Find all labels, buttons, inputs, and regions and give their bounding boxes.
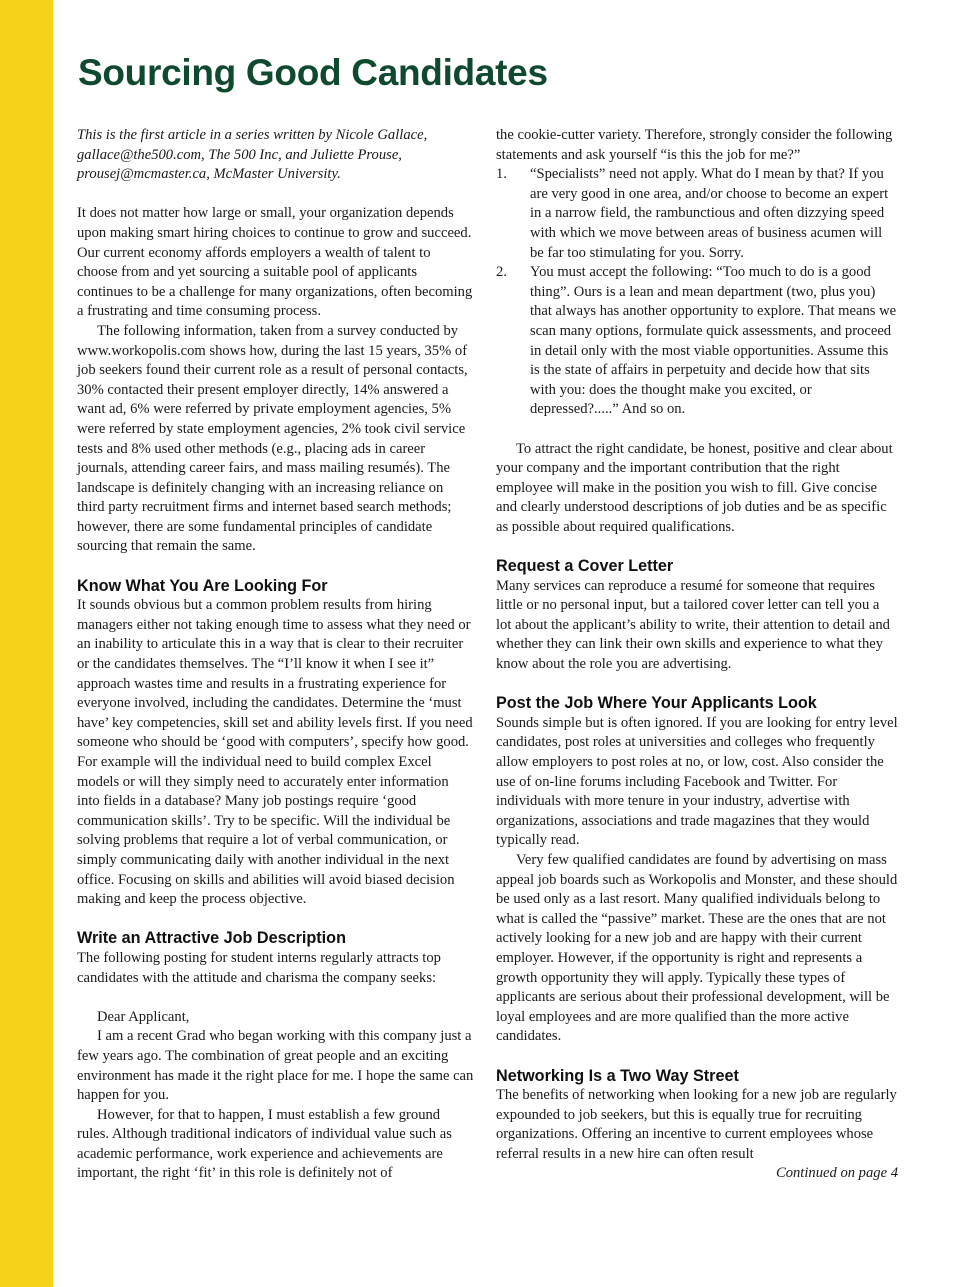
networking-paragraph: The benefits of networking when looking for a new job are regularly expounded to job seekers, but this is equally true for recruiting organizations. Offering an incentive to current employees whose referral results in a new hire can often result	[496, 1087, 897, 1162]
heading-networking: Networking Is a Two Way Street	[496, 1066, 739, 1085]
letter-continuation: the cookie-cutter variety. Therefore, strongly consider the following statements and ask yourself “is this the job for me?”	[496, 127, 893, 163]
page-title: Sourcing Good Candidates	[78, 52, 548, 93]
list-number: 1.	[496, 166, 507, 183]
post-paragraph-1: Sounds simple but is often ignored. If you are looking for entry level candidates, post roles at universities and colleges who frequently allow employers to post roles at no, or low, cost. Also consider the use of on-line forums including Facebook and Twitter. For individuals with more tenure in your industry, advertise with organizations, associations and trade magazines that they would typically read.	[496, 714, 898, 849]
author-intro: This is the first article in a series written by Nicole Gallace, gallace@the500.com, The 500 Inc, and Juliette Prouse, prousej@mcmaster.ca, McMaster University.	[77, 127, 428, 183]
letter-paragraph-2: However, for that to happen, I must establish a few ground rules. Although traditional indicators of individual value such as academic performance, work experience and achievements are important, the right ‘fit’ in this role is definitely not of	[77, 1106, 452, 1182]
cover-paragraph: Many services can reproduce a resumé for someone that requires little or no personal input, but a tailored cover letter can tell you a lot about the applicant’s ability to write, their attention to detail and whether they can link their own skills and experience to what they know about the role you are advertising.	[496, 577, 890, 673]
yellow-margin-stripe	[0, 0, 53, 1287]
heading-know-what-you-are-looking-for: Know What You Are Looking For	[77, 576, 328, 595]
letter-salutation: Dear Applicant,	[97, 1008, 190, 1025]
heading-write-job-description: Write an Attractive Job Description	[77, 929, 346, 948]
heading-post-the-job: Post the Job Where Your Applicants Look	[496, 694, 817, 713]
letter-paragraph-1: I am a recent Grad who began working with this company just a few years ago. The combination of great people and an exciting environment has made it the right place for me. I hope the same can happen for you.	[77, 1028, 474, 1104]
know-paragraph: It sounds obvious but a common problem results from hiring managers either not taking enough time to assess what they need or an inability to articulate this in a way that is clear to their recruiter or the candidates themselves. The “I’ll know it when I see it” approach wastes time and results in a frustrating experience for everyone involved, including the candidates. Determine the ‘must have’ key competencies, skill set and ability levels first. If you need someone who should be ‘good with computers’, specify how good. For example will the individual need to build complex Excel models or will they simply need to accurately enter information into fields in a database? Many job postings require ‘good communication skills’. Try to be specific. Will the individual be solving problems that require a lot of verbal communication, or simply communicating daily with another individual in the next office. Focusing on skills and abilities will avoid biased decision making and keep the process objective.	[77, 597, 473, 908]
write-paragraph: The following posting for student interns regularly attracts top candidates with the attitude and charisma the company seeks:	[77, 949, 441, 986]
list-item	[496, 165, 898, 263]
attract-paragraph: To attract the right candidate, be honest, positive and clear about your company and the important contribution that the right employee will make in the position you wish to fill. Give concise and clearly understood descriptions of job duties and be as specific as possible about required qualifications.	[496, 440, 893, 535]
continued-note: Continued on page 4	[775, 1165, 898, 1182]
list-text: “Specialists” need not apply. What do I mean by that? If you are very good in one area, and/or choose to become an expert in a narrow field, the rambunctious and often dizzying speed with which we move between areas of business acumen will be far too stimulating for you. Sorry.	[530, 166, 889, 261]
survey-paragraph: The following information, taken from a survey conducted by www.workopolis.com shows how, during the last 15 years, 35% of job seekers found their current role as a result of personal contacts, 30% contacted their present employer directly, 14% answered a want ad, 6% were referred by private employment agencies, 5% were referred by state employment agencies, 2% took civil service tests and 8% used other methods (e.g., placing ads in career journals, attending career fairs, and mass mailing resumés). The landscape is definitely changing with an increasing reliance on third party recruitment firms and internet based search methods; however, there are some fundamental principles of candidate sourcing that remain the same.	[77, 322, 468, 555]
list-number: 2.	[496, 264, 507, 281]
left-column	[77, 126, 474, 1184]
heading-request-cover-letter: Request a Cover Letter	[496, 557, 674, 576]
right-column	[496, 126, 898, 1184]
intro-paragraph: It does not matter how large or small, your organization depends upon making smart hiring choices to continue to grow and succeed. Our current economy affords employers a wealth of talent to choose from and yet sourcing a suitable pool of applicants continues to be a challenge for many organizations, often becoming a frustrating and time consuming process.	[77, 205, 473, 320]
letter-list	[496, 165, 898, 420]
list-text: You must accept the following: “Too much to do is a good thing”. Ours is a lean and mean department (two, plus you) that always has another opportunity to explore. That means we scan many options, formulate quick assessments, and proceed in detail only with the most viable opportunities. Assume this is the state of affairs in perpetuity and decide how that sits with you: does the thought make you excited, or depressed?.....” And so on.	[530, 264, 897, 418]
post-paragraph-2: Very few qualified candidates are found by advertising on mass appeal job boards such as Workopolis and Monster, and these should be used only as a last resort. Many qualified individuals belong to what is called the “passive” market. These are the ones that are not actively looking for a new job and are happy with their current employer. However, if the opportunity is right and represents a growth opportunity they will apply. Typically these types of applicants are serious about their professional development, will be loyal employees and are more qualified than the more active candidates.	[496, 851, 898, 1045]
list-item	[496, 263, 898, 420]
